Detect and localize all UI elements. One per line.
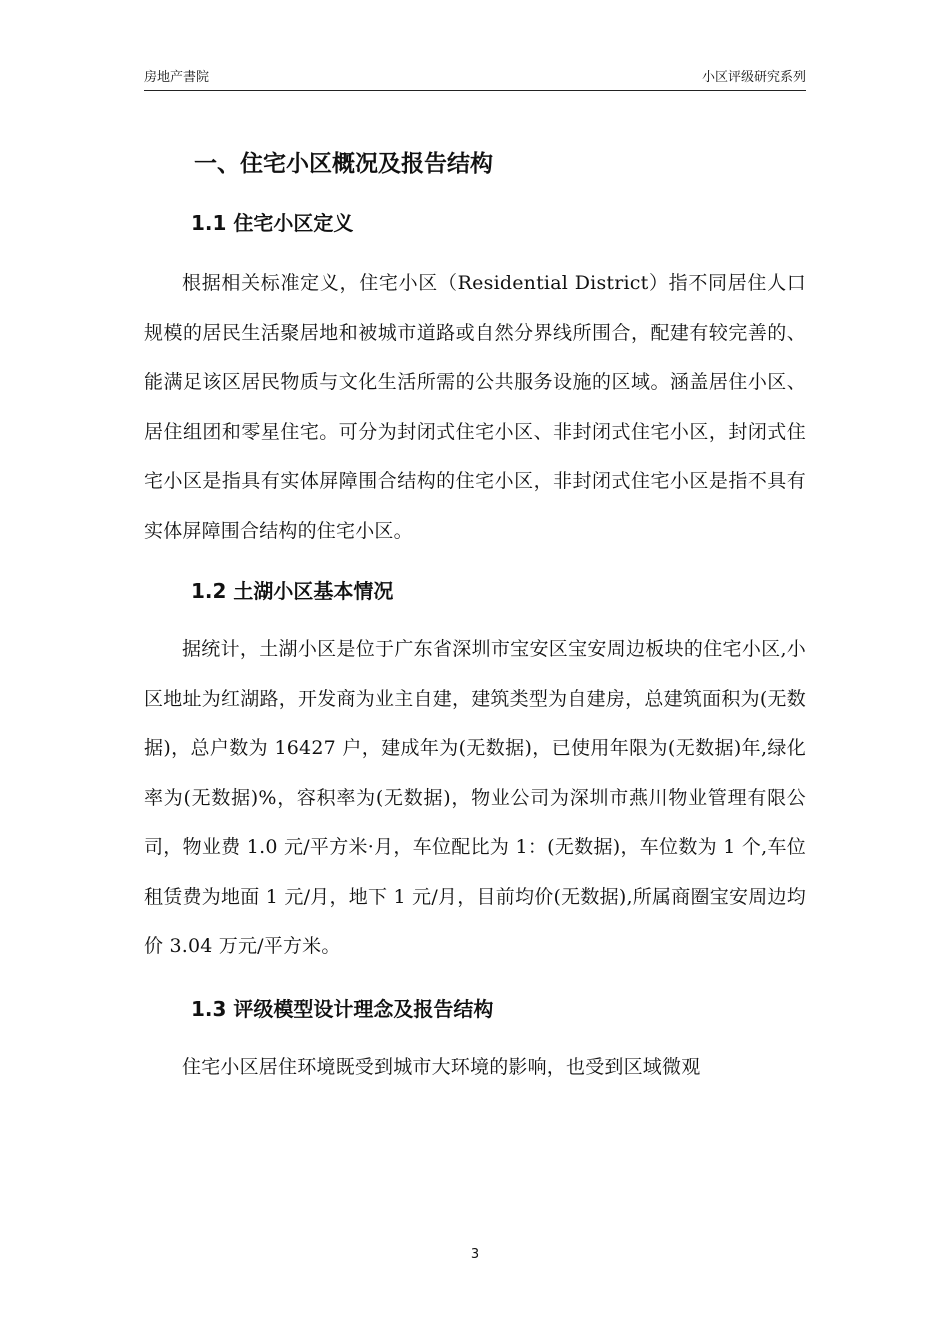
section-paragraph-rating-model: 住宅小区居住环境既受到城市大环境的影响，也受到区域微观 (182, 1055, 701, 1078)
chapter-title: 一、住宅小区概况及报告结构 (194, 151, 493, 177)
section-title-definition: 1.1 住宅小区定义 (191, 211, 354, 235)
header-publisher: 房地产書院 (144, 70, 210, 85)
section-title-rating-model: 1.3 评级模型设计理念及报告结构 (191, 996, 494, 1021)
document-body (144, 140, 806, 1092)
header-series: 小区评级研究系列 (701, 70, 806, 85)
section-paragraph-basic-info: 据统计，土湖小区是位于广东省深圳市宝安区宝安周边板块的住宅小区,小区地址为红湖路，开发商为业主自建，建筑类型为自建房，总建筑面积为(无数据)，总户数为 16427 户，建成年为(无数据)，已使用年限为(无数据)年,绿化率为(无数据)%，容积率为(无数据)，物业公司为深圳市燕川物业管理有限公司，物业费 1.0 元/平方米·月，车位配比为 1：(无数据)，车位数为 1 个,车位租赁费为地面 1 元/月，地下 1 元/月，目前均价(无数据),所属商圈宝安周边均价 3.04 万元/平方米。 (144, 638, 806, 957)
section-paragraph-definition: 根据相关标准定义，住宅小区（Residential District）指不同居住人口规模的居民生活聚居地和被城市道路或自然分界线所围合，配建有较完善的、能满足该区居民物质与文化生活所需的公共服务设施的区域。涵盖居住小区、居住组团和零星住宅。可分为封闭式住宅小区、非封闭式住宅小区，封闭式住宅小区是指具有实体屏障围合结构的住宅小区，非封闭式住宅小区是指不具有实体屏障围合结构的住宅小区。 (144, 272, 806, 542)
page-header (144, 68, 806, 91)
page-number: 3 (470, 1247, 480, 1262)
section-title-basic-info: 1.2 土湖小区基本情况 (191, 579, 394, 603)
